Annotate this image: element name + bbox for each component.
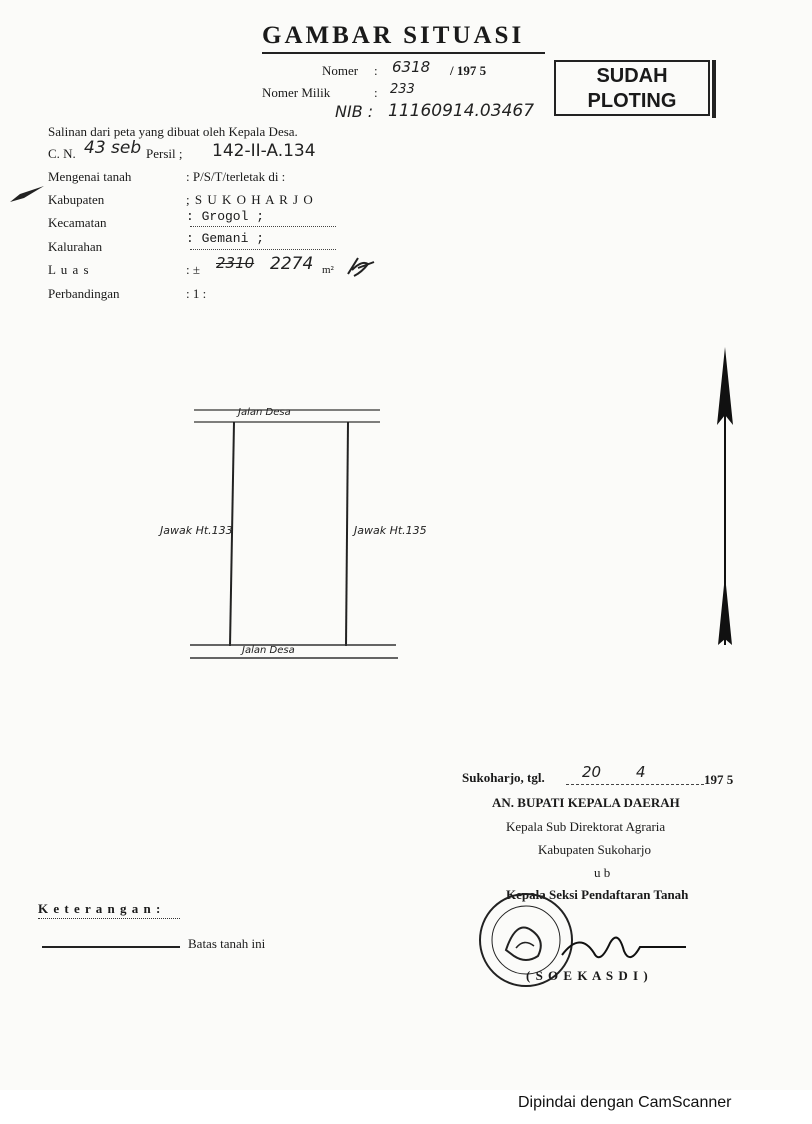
nomer-colon: : — [374, 63, 378, 78]
title-underline — [262, 52, 545, 54]
kabupaten-value: ; S U K O H A R J O — [186, 192, 314, 207]
mengenai-label: Mengenai tanah — [48, 169, 132, 184]
nib-value: 11160914.03467 — [388, 101, 535, 121]
keterangan-title: K e t e r a n g a n : — [38, 901, 162, 916]
parcel-right-boundary — [346, 422, 348, 646]
luas-label: L u a s — [48, 262, 90, 277]
ploting-stamp — [554, 60, 710, 116]
top-road-label: Jalan Desa — [238, 407, 291, 418]
cn-value: 43 seb — [84, 138, 142, 158]
kecamatan-label: Kecamatan — [48, 215, 107, 230]
signature-line-3: Kabupaten Sukoharjo — [538, 842, 652, 857]
margin-check-mark — [8, 180, 48, 210]
nib-label: NIB : — [335, 102, 374, 121]
signature-line-5: Kepala Seksi Pendaftaran Tanah — [506, 887, 689, 902]
left-neighbor-label: Jawak Ht.133 — [160, 524, 233, 537]
luas-unit: m² — [322, 264, 334, 276]
stamp-line-1: SUDAH — [596, 65, 668, 87]
scanner-watermark: Dipindai dengan CamScanner — [518, 1094, 732, 1111]
bottom-road-label: Jalan Desa — [242, 645, 295, 656]
luas-prefix: : ± — [186, 262, 200, 277]
perbandingan-value: : 1 : — [186, 286, 207, 301]
right-neighbor-label: Jawak Ht.135 — [354, 524, 427, 537]
north-arrow-icon — [710, 345, 740, 650]
signature-line-2: Kepala Sub Direktorat Agraria — [506, 819, 666, 834]
persil-value: 142-II-A.134 — [212, 141, 316, 161]
signature-line-1: AN. BUPATI KEPALA DAERAH — [492, 795, 680, 810]
nomer-milik-colon: : — [374, 85, 378, 100]
signature-date-month: 4 — [636, 763, 646, 781]
nomer-milik-value: 233 — [390, 82, 415, 97]
legend-boundary-label: Batas tanah ini — [188, 936, 266, 951]
signatory-name: ( S O E K A S D I ) — [526, 968, 649, 983]
signature-date-year: 197 5 — [704, 772, 734, 787]
nomer-year: / 197 5 — [450, 63, 487, 78]
mengenai-value: : P/S/T/terletak di : — [186, 169, 286, 184]
stamp-line-2: PLOTING — [587, 90, 677, 112]
legend-boundary-line — [42, 946, 180, 948]
kalurahan-value: : Gemani ; — [186, 231, 265, 246]
nomer-value: 6318 — [392, 58, 431, 76]
date-line — [566, 784, 704, 786]
cn-label: C. N. — [48, 146, 76, 161]
document-title: GAMBAR SITUASI — [262, 22, 525, 49]
signature-line-4: u b — [594, 865, 611, 880]
nomer-label: Nomer — [322, 63, 359, 78]
luas-struck-value: 2310 — [216, 254, 255, 272]
kalurahan-dotted-line — [190, 249, 336, 251]
kecamatan-dotted-line — [190, 226, 336, 228]
persil-label: Persil ; — [146, 146, 183, 161]
kecamatan-value: : Grogol ; — [186, 209, 265, 224]
initial-mark-icon — [344, 254, 378, 280]
stamp-border-shadow — [712, 60, 716, 118]
keterangan-underline — [38, 918, 180, 920]
nomer-milik-label: Nomer Milik — [262, 85, 331, 100]
perbandingan-label: Perbandingan — [48, 286, 120, 301]
signature-date-day: 20 — [582, 763, 602, 781]
kalurahan-label: Kalurahan — [48, 239, 103, 254]
kabupaten-label: Kabupaten — [48, 192, 105, 207]
signature-place: Sukoharjo, tgl. — [462, 770, 545, 785]
luas-value: 2274 — [270, 254, 314, 274]
salinan-text: Salinan dari peta yang dibuat oleh Kepala Desa. — [48, 124, 298, 139]
